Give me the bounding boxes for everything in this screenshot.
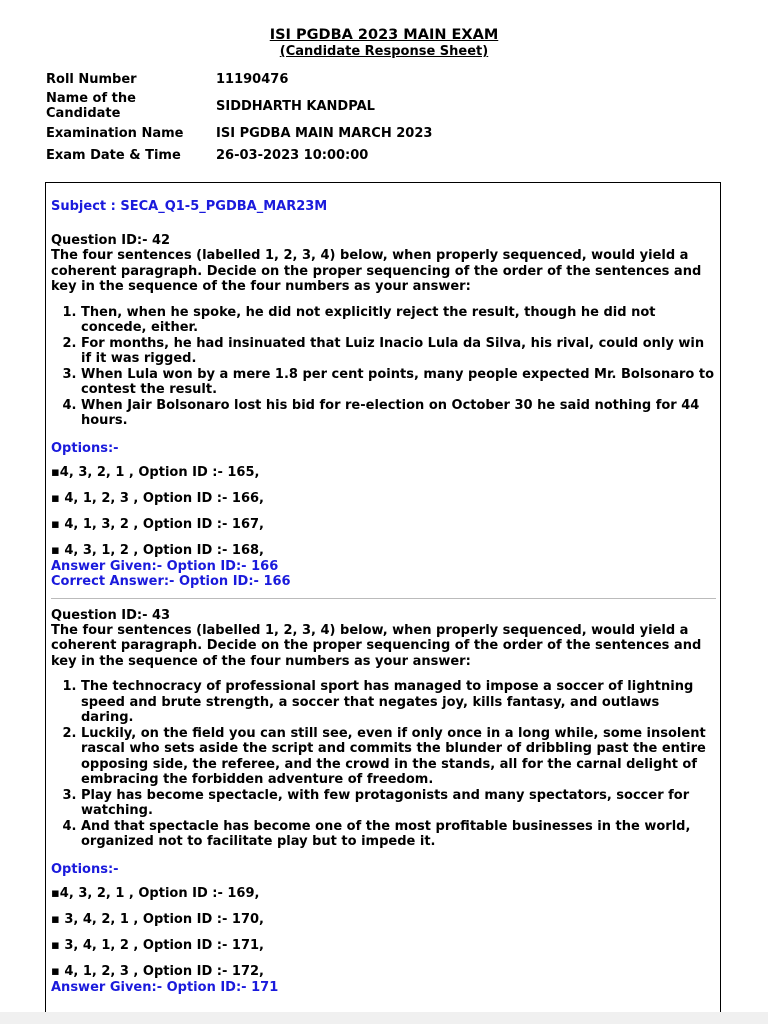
roll-number-label: Roll Number bbox=[46, 71, 137, 87]
question-divider bbox=[51, 598, 716, 599]
exam-name-label: Examination Name bbox=[46, 125, 184, 141]
exam-name-value: ISI PGDBA MAIN MARCH 2023 bbox=[216, 125, 433, 141]
candidate-info bbox=[46, 68, 432, 166]
candidate-name-label-line1: Name of the bbox=[46, 91, 136, 106]
roll-number-row bbox=[46, 68, 432, 90]
question-block bbox=[51, 233, 716, 589]
exam-date-row bbox=[46, 144, 432, 166]
option-item: ▪ 4, 1, 2, 3 , Option ID :- 172, bbox=[51, 963, 264, 979]
correct-answer: Correct Answer:- Option ID:- 166 bbox=[51, 573, 291, 589]
candidate-name-value: SIDDHARTH KANDPAL bbox=[216, 98, 375, 114]
option-item: ▪ 4, 1, 3, 2 , Option ID :- 167, bbox=[51, 516, 264, 532]
sentence-item: 1. Then, when he spoke, he did not explicitly reject the result, though he did not concede, either. bbox=[81, 305, 716, 336]
question-text: The four sentences (labelled 1, 2, 3, 4) below, when properly sequenced, would yield a coherent paragraph. Decide on the proper sequencing of the order of the sentences and key in the sequence of the four numbers as your answer: bbox=[51, 248, 702, 294]
page-title: ISI PGDBA 2023 MAIN EXAM bbox=[269, 27, 499, 43]
question-text: The four sentences (labelled 1, 2, 3, 4) below, when properly sequenced, would yield a coherent paragraph. Decide on the proper sequencing of the order of the sentences and key in the sequence of the four numbers as your answer: bbox=[51, 622, 702, 669]
roll-number-value: 11190476 bbox=[216, 71, 289, 87]
candidate-name-label-line2: Candidate bbox=[46, 106, 121, 121]
option-item: ▪ 4, 1, 2, 3 , Option ID :- 166, bbox=[51, 490, 264, 506]
question-id: Question ID:- 42 bbox=[51, 233, 171, 248]
header bbox=[0, 26, 768, 60]
page-subtitle: (Candidate Response Sheet) bbox=[279, 44, 489, 59]
exam-name-row bbox=[46, 122, 432, 144]
sentence-item: 3. Play has become spectacle, with few protagonists and many spectators, soccer for watching. bbox=[81, 788, 716, 819]
question-block bbox=[51, 608, 716, 995]
option-item: ▪4, 3, 2, 1 , Option ID :- 169, bbox=[51, 885, 260, 901]
sentence-item: 4. When Jair Bolsonaro lost his bid for re-election on October 30 he said nothing for 44 hours. bbox=[81, 398, 716, 429]
option-item: ▪ 4, 3, 1, 2 , Option ID :- 168, bbox=[51, 542, 264, 558]
sentence-item: 4. And that spectacle has become one of the most profitable businesses in the world, organized not to facilitate play but to impede it. bbox=[81, 819, 716, 850]
subject-heading: Subject : SECA_Q1-5_PGDBA_MAR23M bbox=[51, 199, 328, 214]
sentence-item: 2. For months, he had insinuated that Luiz Inacio Lula da Silva, his rival, could only win if it was rigged. bbox=[81, 336, 716, 367]
answer-given: Answer Given:- Option ID:- 171 bbox=[51, 979, 279, 995]
sentence-item: 1. The technocracy of professional sport has managed to impose a soccer of lightning speed and brute strength, a soccer that negates joy, kills fantasy, and outlaws daring. bbox=[81, 679, 716, 726]
option-item: ▪ 3, 4, 2, 1 , Option ID :- 170, bbox=[51, 911, 264, 927]
viewer-bottom-bar bbox=[0, 1012, 768, 1024]
answer-given: Answer Given:- Option ID:- 166 bbox=[51, 558, 279, 574]
sentence-list bbox=[51, 305, 716, 429]
candidate-name-row bbox=[46, 90, 432, 122]
sentence-item: 2. Luckily, on the field you can still see, even if only once in a long while, some insolent rascal who sets aside the script and commits the blunder of dribbling past the entire opposing side, the referee, and the crowd in the stands, all for the carnal delight of embracing the forbidden adventure of freedom. bbox=[81, 726, 716, 788]
option-item: ▪ 3, 4, 1, 2 , Option ID :- 171, bbox=[51, 937, 264, 953]
options-heading: Options:- bbox=[51, 440, 119, 456]
question-id: Question ID:- 43 bbox=[51, 607, 171, 623]
sentence-list bbox=[51, 679, 716, 850]
sentence-item: 3. When Lula won by a mere 1.8 per cent points, many people expected Mr. Bolsonaro to contest the result. bbox=[81, 367, 716, 398]
question-panel bbox=[45, 182, 721, 1012]
exam-date-label: Exam Date & Time bbox=[46, 147, 181, 163]
option-item: ▪4, 3, 2, 1 , Option ID :- 165, bbox=[51, 464, 260, 480]
exam-date-value: 26-03-2023 10:00:00 bbox=[216, 147, 369, 163]
options-heading: Options:- bbox=[51, 861, 119, 877]
candidate-name-label bbox=[46, 91, 216, 121]
